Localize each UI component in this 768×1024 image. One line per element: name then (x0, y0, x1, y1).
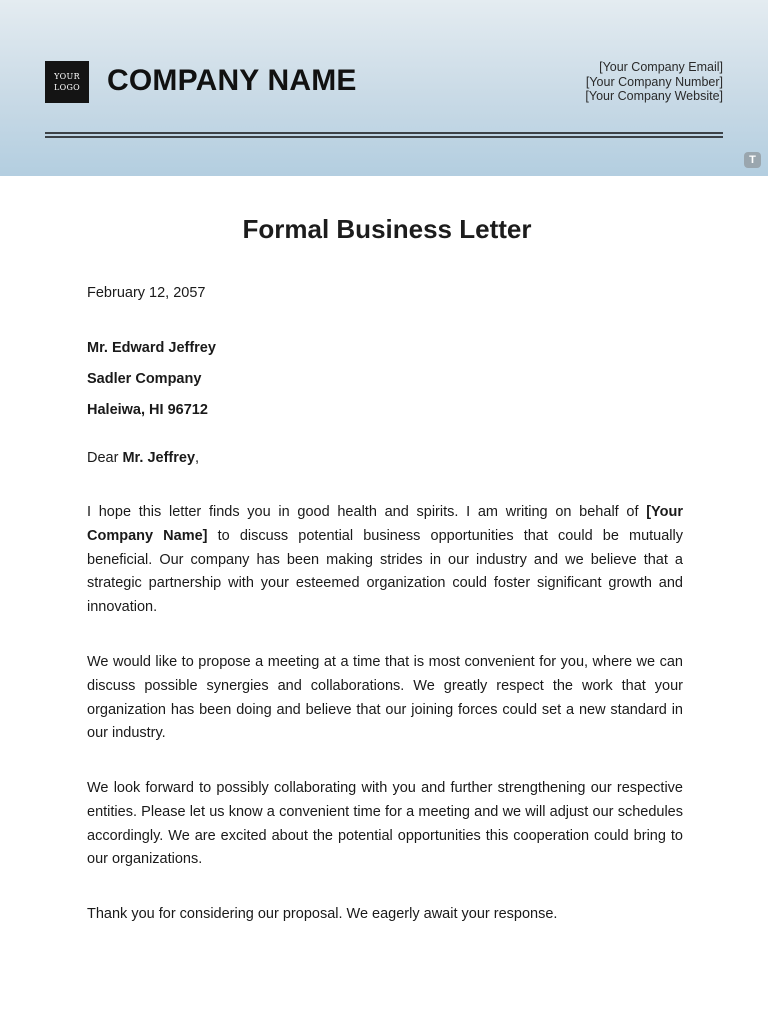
paragraph-intro-end: to discuss potential business opportunities that could be mutually beneficial. Our company has been making strides in our industry and we believe that a strategic partnership with your esteemed organization could foster significant growth and innovation. (87, 527, 683, 616)
paragraph-closing: Thank you for considering our proposal. We eagerly await your response. (87, 906, 558, 922)
salutation (87, 450, 683, 466)
header-divider-bottom (45, 136, 723, 138)
company-name-placeholder: [Your Company Name] (87, 504, 683, 544)
company-number: [Your Company Number] (585, 74, 723, 89)
letter-date: February 12, 2057 (87, 285, 206, 301)
recipient-name: Mr. Edward Jeffrey (87, 340, 216, 356)
header-divider-top (45, 132, 723, 134)
salutation-prefix: Dear (87, 450, 123, 466)
company-name: COMPANY NAME (107, 64, 357, 97)
document-title: Formal Business Letter (242, 214, 532, 244)
paragraph-intro-start: I hope this letter finds you in good health and spirits. I am writing on behalf of (87, 504, 647, 520)
salutation-name: Mr. Jeffrey (122, 450, 196, 466)
company-website: [Your Company Website] (585, 89, 723, 103)
recipient-company: Sadler Company (87, 371, 202, 387)
template-badge-icon[interactable]: T (744, 152, 761, 168)
recipient-location: Haleiwa, HI 96712 (87, 402, 208, 418)
salutation-suffix: , (195, 450, 200, 466)
paragraph-collaboration: We look forward to possibly collaborating with you and further strengthening our respective entities. Please let us know a convenient time for a meeting and we will adjust our schedules accordingly. We are excited about the potential opportunities this cooperation could bring to our organizations. (87, 780, 683, 868)
logo-line-2: LOGO (53, 83, 81, 92)
company-contact-block (585, 60, 723, 104)
company-email: [Your Company Email] (599, 60, 723, 74)
paragraph-meeting: We would like to propose a meeting at a time that is most convenient for you, where we can discuss possible synergies and collaborations. We greatly respect the work that your organization has been doing and believe that our joining forces could set a new standard in our industry. (87, 654, 683, 742)
paragraph-intro (87, 501, 683, 620)
company-logo (45, 61, 89, 103)
letterhead-banner (0, 0, 768, 176)
logo-line-1: YOUR (54, 72, 80, 81)
